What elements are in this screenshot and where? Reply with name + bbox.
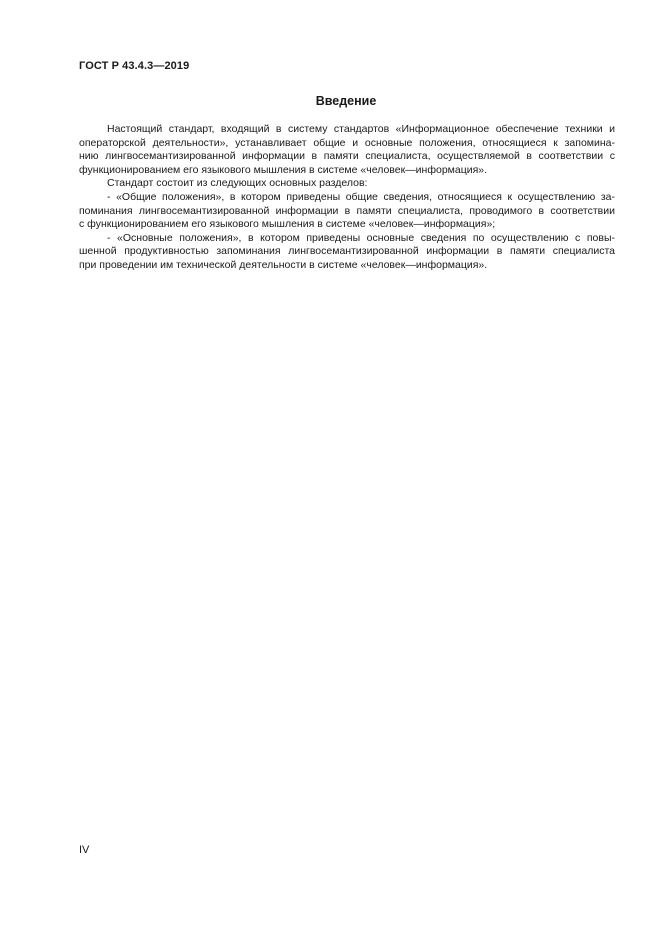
list-item-main-provisions <box>79 232 615 273</box>
paragraph-2 <box>79 177 615 191</box>
introduction-body <box>79 123 615 273</box>
text-line: операторской деятельности», устанавливает общие и основные положения, относящиеся к запомина- <box>79 136 615 149</box>
text-line: функционированием его языкового мышления в системе «человек—информация». <box>79 163 488 176</box>
page-number: IV <box>79 844 90 856</box>
document-code: ГОСТ Р 43.4.3—2019 <box>79 60 190 72</box>
text-line: с функционированием его языкового мышления в системе «человек—информация»; <box>79 218 496 231</box>
text-line: Стандарт состоит из следующих основных разделов: <box>107 177 368 190</box>
text-line: Настоящий стандарт, входящий в систему стандартов «Информационное обеспечение техники и <box>107 123 615 135</box>
text-line: при проведении им технической деятельности в системе «человек—информация». <box>79 258 488 271</box>
text-line: шенной продуктивностью запоминания лингвосемантизированной информации в памяти специалиста <box>79 245 615 258</box>
text-line: - «Основные положения», в котором приведены основные сведения по осуществлению с повы- <box>107 231 615 244</box>
text-line: поминания лингвосемантизированной информации в памяти специалиста, проводимого в соответствии <box>79 204 615 217</box>
paragraph-1 <box>79 123 615 177</box>
text-line: - «Общие положения», в котором приведены общие сведения, относящиеся к осуществлению за- <box>107 190 615 203</box>
list-item-general-provisions <box>79 191 615 232</box>
text-line: нию лингвосемантизированной информации в памяти специалиста, осуществляемой в соответствии с <box>79 150 615 163</box>
section-title: Введение <box>315 94 377 108</box>
